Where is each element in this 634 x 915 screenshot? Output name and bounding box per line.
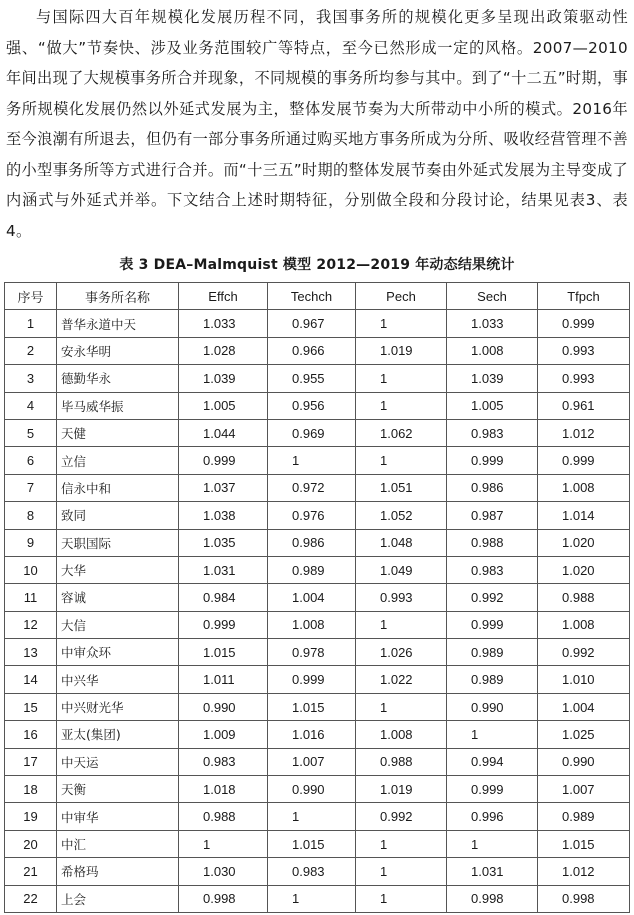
cell-sech: 1 xyxy=(447,830,538,857)
cell-techch: 0.999 xyxy=(268,666,356,693)
cell-firm-name: 上会 xyxy=(57,885,179,912)
cell-firm-name: 大华 xyxy=(57,556,179,583)
table-caption: 表 3 DEA–Malmquist 模型 2012—2019 年动态结果统计 xyxy=(119,257,515,273)
table-row xyxy=(5,419,630,446)
table-row xyxy=(5,447,630,474)
header-tfpch: Tfpch xyxy=(538,283,630,310)
cell-sech: 1.033 xyxy=(447,310,538,337)
cell-pech: 0.992 xyxy=(356,803,447,830)
cell-firm-name: 天职国际 xyxy=(57,529,179,556)
cell-sech: 0.999 xyxy=(447,447,538,474)
cell-techch: 1 xyxy=(268,447,356,474)
cell-effch: 0.999 xyxy=(179,611,268,638)
table-row xyxy=(5,885,630,912)
cell-techch: 1.015 xyxy=(268,693,356,720)
cell-sech: 0.998 xyxy=(447,885,538,912)
cell-index: 19 xyxy=(5,803,57,830)
cell-techch: 1.016 xyxy=(268,721,356,748)
cell-sech: 0.988 xyxy=(447,529,538,556)
cell-techch: 0.990 xyxy=(268,776,356,803)
cell-tfpch: 0.999 xyxy=(538,447,630,474)
table-row xyxy=(5,748,630,775)
cell-sech: 1.039 xyxy=(447,365,538,392)
cell-pech: 1 xyxy=(356,447,447,474)
cell-index: 7 xyxy=(5,474,57,501)
cell-tfpch: 1.007 xyxy=(538,776,630,803)
cell-tfpch: 0.993 xyxy=(538,337,630,364)
cell-effch: 0.998 xyxy=(179,885,268,912)
cell-effch: 1.028 xyxy=(179,337,268,364)
cell-tfpch: 1.025 xyxy=(538,721,630,748)
cell-index: 11 xyxy=(5,584,57,611)
cell-index: 12 xyxy=(5,611,57,638)
cell-index: 3 xyxy=(5,365,57,392)
cell-sech: 0.994 xyxy=(447,748,538,775)
cell-sech: 0.999 xyxy=(447,611,538,638)
cell-techch: 0.986 xyxy=(268,529,356,556)
cell-techch: 1 xyxy=(268,803,356,830)
cell-pech: 1.048 xyxy=(356,529,447,556)
cell-index: 13 xyxy=(5,639,57,666)
cell-effch: 0.999 xyxy=(179,447,268,474)
cell-effch: 0.988 xyxy=(179,803,268,830)
cell-index: 4 xyxy=(5,392,57,419)
cell-pech: 1.026 xyxy=(356,639,447,666)
cell-effch: 1.030 xyxy=(179,858,268,885)
cell-tfpch: 1.020 xyxy=(538,529,630,556)
cell-effch: 1.037 xyxy=(179,474,268,501)
cell-sech: 0.989 xyxy=(447,639,538,666)
cell-effch: 1.044 xyxy=(179,419,268,446)
cell-effch: 1.031 xyxy=(179,556,268,583)
cell-pech: 1 xyxy=(356,858,447,885)
cell-techch: 1 xyxy=(268,885,356,912)
cell-effch: 1 xyxy=(179,830,268,857)
cell-techch: 1.004 xyxy=(268,584,356,611)
cell-sech: 0.992 xyxy=(447,584,538,611)
cell-sech: 0.996 xyxy=(447,803,538,830)
header-index: 序号 xyxy=(5,283,57,310)
cell-firm-name: 立信 xyxy=(57,447,179,474)
table-row xyxy=(5,337,630,364)
cell-techch: 0.983 xyxy=(268,858,356,885)
cell-index: 20 xyxy=(5,830,57,857)
cell-tfpch: 1.012 xyxy=(538,419,630,446)
cell-firm-name: 毕马威华振 xyxy=(57,392,179,419)
cell-sech: 1.031 xyxy=(447,858,538,885)
cell-firm-name: 信永中和 xyxy=(57,474,179,501)
header-pech: Pech xyxy=(356,283,447,310)
cell-pech: 1 xyxy=(356,365,447,392)
cell-techch: 0.976 xyxy=(268,502,356,529)
cell-pech: 1.062 xyxy=(356,419,447,446)
cell-firm-name: 普华永道中天 xyxy=(57,310,179,337)
cell-firm-name: 中兴华 xyxy=(57,666,179,693)
cell-pech: 1.049 xyxy=(356,556,447,583)
cell-index: 16 xyxy=(5,721,57,748)
cell-firm-name: 安永华明 xyxy=(57,337,179,364)
table-row xyxy=(5,639,630,666)
cell-tfpch: 0.988 xyxy=(538,584,630,611)
table-row xyxy=(5,310,630,337)
cell-tfpch: 1.008 xyxy=(538,611,630,638)
cell-tfpch: 0.990 xyxy=(538,748,630,775)
table-row xyxy=(5,584,630,611)
cell-index: 8 xyxy=(5,502,57,529)
cell-firm-name: 天衡 xyxy=(57,776,179,803)
cell-index: 5 xyxy=(5,419,57,446)
table-row xyxy=(5,556,630,583)
cell-effch: 1.039 xyxy=(179,365,268,392)
cell-index: 10 xyxy=(5,556,57,583)
cell-sech: 0.987 xyxy=(447,502,538,529)
cell-effch: 1.005 xyxy=(179,392,268,419)
cell-effch: 1.011 xyxy=(179,666,268,693)
cell-index: 15 xyxy=(5,693,57,720)
cell-techch: 0.969 xyxy=(268,419,356,446)
cell-techch: 1.008 xyxy=(268,611,356,638)
cell-tfpch: 1.020 xyxy=(538,556,630,583)
table-row xyxy=(5,529,630,556)
header-techch: Techch xyxy=(268,283,356,310)
cell-pech: 1.022 xyxy=(356,666,447,693)
cell-index: 9 xyxy=(5,529,57,556)
cell-pech: 1.019 xyxy=(356,337,447,364)
cell-sech: 0.986 xyxy=(447,474,538,501)
cell-sech: 0.983 xyxy=(447,556,538,583)
cell-tfpch: 0.989 xyxy=(538,803,630,830)
cell-firm-name: 大信 xyxy=(57,611,179,638)
cell-firm-name: 中天运 xyxy=(57,748,179,775)
cell-sech: 0.999 xyxy=(447,776,538,803)
cell-tfpch: 1.010 xyxy=(538,666,630,693)
body-paragraph: 与国际四大百年规模化发展历程不同，我国事务所的规模化更多呈现出政策驱动性强、“做大”节奏快、涉及业务范围较广等特点，至今已然形成一定的风格。2007—2010年间出现了大规模事务所合并现象，不同规模的事务所均参与其中。到了“十二五”时期，事务所规模化发展仍然以外延式发展为主，整体发展节奏为大所带动中小所的模式。2016年至今浪潮有所退去，但仍有一部分事务所通过购买地方事务所成为分所、吸收经营管理不善的小型事务所等方式进行合并。而“十三五”时期的整体发展节奏由外延式发展为主导变成了内涵式与外延式并举。下文结合上述时期特征，分别做全段和分段讨论，结果见表3、表4。 xyxy=(6,8,628,240)
cell-tfpch: 0.992 xyxy=(538,639,630,666)
table-header-row xyxy=(5,283,630,310)
cell-index: 6 xyxy=(5,447,57,474)
cell-techch: 0.966 xyxy=(268,337,356,364)
cell-firm-name: 中汇 xyxy=(57,830,179,857)
cell-tfpch: 1.012 xyxy=(538,858,630,885)
cell-firm-name: 天健 xyxy=(57,419,179,446)
cell-techch: 1.007 xyxy=(268,748,356,775)
cell-pech: 1 xyxy=(356,830,447,857)
cell-techch: 0.978 xyxy=(268,639,356,666)
table-row xyxy=(5,693,630,720)
header-effch: Effch xyxy=(179,283,268,310)
cell-effch: 1.018 xyxy=(179,776,268,803)
cell-index: 18 xyxy=(5,776,57,803)
cell-sech: 0.989 xyxy=(447,666,538,693)
cell-pech: 0.988 xyxy=(356,748,447,775)
cell-effch: 0.990 xyxy=(179,693,268,720)
table-row xyxy=(5,365,630,392)
cell-sech: 0.990 xyxy=(447,693,538,720)
cell-tfpch: 1.014 xyxy=(538,502,630,529)
cell-pech: 1.051 xyxy=(356,474,447,501)
cell-pech: 1 xyxy=(356,310,447,337)
cell-sech: 1.005 xyxy=(447,392,538,419)
cell-pech: 1 xyxy=(356,885,447,912)
cell-firm-name: 中审华 xyxy=(57,803,179,830)
cell-sech: 1.008 xyxy=(447,337,538,364)
cell-tfpch: 0.961 xyxy=(538,392,630,419)
cell-effch: 1.009 xyxy=(179,721,268,748)
cell-tfpch: 0.998 xyxy=(538,885,630,912)
cell-tfpch: 0.999 xyxy=(538,310,630,337)
cell-effch: 0.984 xyxy=(179,584,268,611)
cell-techch: 0.955 xyxy=(268,365,356,392)
cell-firm-name: 亚太(集团) xyxy=(57,721,179,748)
cell-index: 17 xyxy=(5,748,57,775)
table-row xyxy=(5,858,630,885)
cell-firm-name: 德勤华永 xyxy=(57,365,179,392)
table-row xyxy=(5,666,630,693)
cell-sech: 0.983 xyxy=(447,419,538,446)
table-row xyxy=(5,721,630,748)
table-row xyxy=(5,392,630,419)
header-sech: Sech xyxy=(447,283,538,310)
table-row xyxy=(5,611,630,638)
table-row xyxy=(5,803,630,830)
cell-index: 2 xyxy=(5,337,57,364)
cell-index: 14 xyxy=(5,666,57,693)
cell-firm-name: 致同 xyxy=(57,502,179,529)
cell-effch: 1.033 xyxy=(179,310,268,337)
table-row xyxy=(5,474,630,501)
cell-sech: 1 xyxy=(447,721,538,748)
cell-techch: 0.956 xyxy=(268,392,356,419)
cell-pech: 0.993 xyxy=(356,584,447,611)
cell-firm-name: 容诚 xyxy=(57,584,179,611)
cell-firm-name: 中审众环 xyxy=(57,639,179,666)
cell-techch: 0.967 xyxy=(268,310,356,337)
cell-effch: 1.035 xyxy=(179,529,268,556)
cell-index: 21 xyxy=(5,858,57,885)
cell-pech: 1.008 xyxy=(356,721,447,748)
cell-effch: 1.015 xyxy=(179,639,268,666)
cell-effch: 1.038 xyxy=(179,502,268,529)
cell-techch: 1.015 xyxy=(268,830,356,857)
results-table xyxy=(4,282,630,913)
cell-pech: 1 xyxy=(356,693,447,720)
table-row xyxy=(5,502,630,529)
cell-index: 22 xyxy=(5,885,57,912)
table-row xyxy=(5,776,630,803)
cell-firm-name: 希格玛 xyxy=(57,858,179,885)
cell-firm-name: 中兴财光华 xyxy=(57,693,179,720)
cell-effch: 0.983 xyxy=(179,748,268,775)
cell-tfpch: 0.993 xyxy=(538,365,630,392)
cell-pech: 1 xyxy=(356,392,447,419)
cell-pech: 1 xyxy=(356,611,447,638)
cell-tfpch: 1.004 xyxy=(538,693,630,720)
cell-techch: 0.972 xyxy=(268,474,356,501)
header-firm-name: 事务所名称 xyxy=(57,283,179,310)
cell-tfpch: 1.015 xyxy=(538,830,630,857)
cell-tfpch: 1.008 xyxy=(538,474,630,501)
table-row xyxy=(5,830,630,857)
cell-index: 1 xyxy=(5,310,57,337)
cell-pech: 1.052 xyxy=(356,502,447,529)
cell-pech: 1.019 xyxy=(356,776,447,803)
cell-techch: 0.989 xyxy=(268,556,356,583)
